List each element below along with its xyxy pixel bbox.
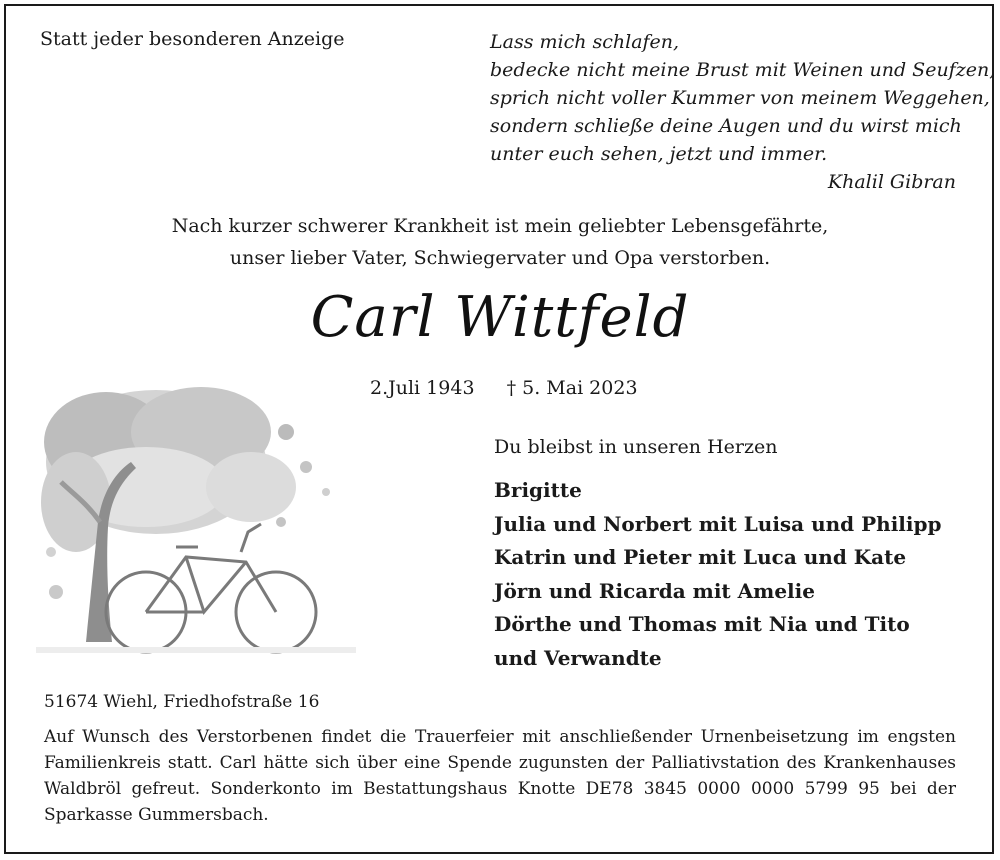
survivor-name: Dörthe und Thomas mit Nia und Tito — [494, 612, 910, 637]
announcement-line: Nach kurzer schwerer Krankheit ist mein geliebter Lebensgefährte, — [171, 215, 829, 237]
survivor-name: Julia und Norbert mit Luisa und Philipp — [494, 511, 942, 536]
survivors-tagline: Du bleibst in unseren Herzen — [494, 436, 778, 458]
poem — [490, 28, 996, 196]
poem-line: Lass mich schlafen, — [490, 31, 680, 53]
death-date: † 5. Mai 2023 — [506, 377, 638, 399]
announcement-line: unser lieber Vater, Schwiegervater und Opa verstorben. — [229, 247, 771, 269]
mourning-address: 51674 Wiehl, Friedhofstraße 16 — [44, 692, 320, 712]
life-dates — [370, 377, 638, 399]
deceased-name: Carl Wittfeld — [310, 285, 690, 350]
poem-line: sprich nicht voller Kummer von meinem Weggehen, — [490, 87, 990, 109]
bicycle-icon — [106, 524, 316, 652]
survivor-name: Brigitte — [494, 478, 582, 502]
announcement-text — [0, 210, 1000, 274]
tree-and-bicycle-illustration — [36, 372, 356, 662]
survivors-list — [494, 436, 941, 676]
tree-foliage-icon — [41, 387, 330, 599]
poem-line: sondern schließe deine Augen und du wirst mich — [490, 115, 962, 137]
birth-date: 2.Juli 1943 — [370, 377, 475, 399]
poem-line: bedecke nicht meine Brust mit Weinen und Seufzen, — [490, 59, 996, 81]
survivor-name: und Verwandte — [494, 645, 662, 670]
survivor-name: Katrin und Pieter mit Luca und Kate — [494, 545, 907, 570]
survivor-name: Jörn und Ricarda mit Amelie — [494, 578, 815, 603]
poem-line: unter euch sehen, jetzt und immer. — [490, 143, 828, 165]
funeral-details-text: Auf Wunsch des Verstorbenen findet die Trauerfeier mit anschließender Urnenbeisetzung im engsten Familienkreis statt. Carl hätte sich über eine Spende zugunsten der Palliativstation des Krankenhauses Waldbröl gefreut. Sonderkonto im Bestattungshaus Knotte DE78 3845 0000 0000 5799 95 bei der Sparkasse Gummersbach. — [44, 727, 956, 825]
header-text: Statt jeder besonderen Anzeige — [40, 28, 345, 50]
poem-author: Khalil Gibran — [827, 171, 956, 193]
